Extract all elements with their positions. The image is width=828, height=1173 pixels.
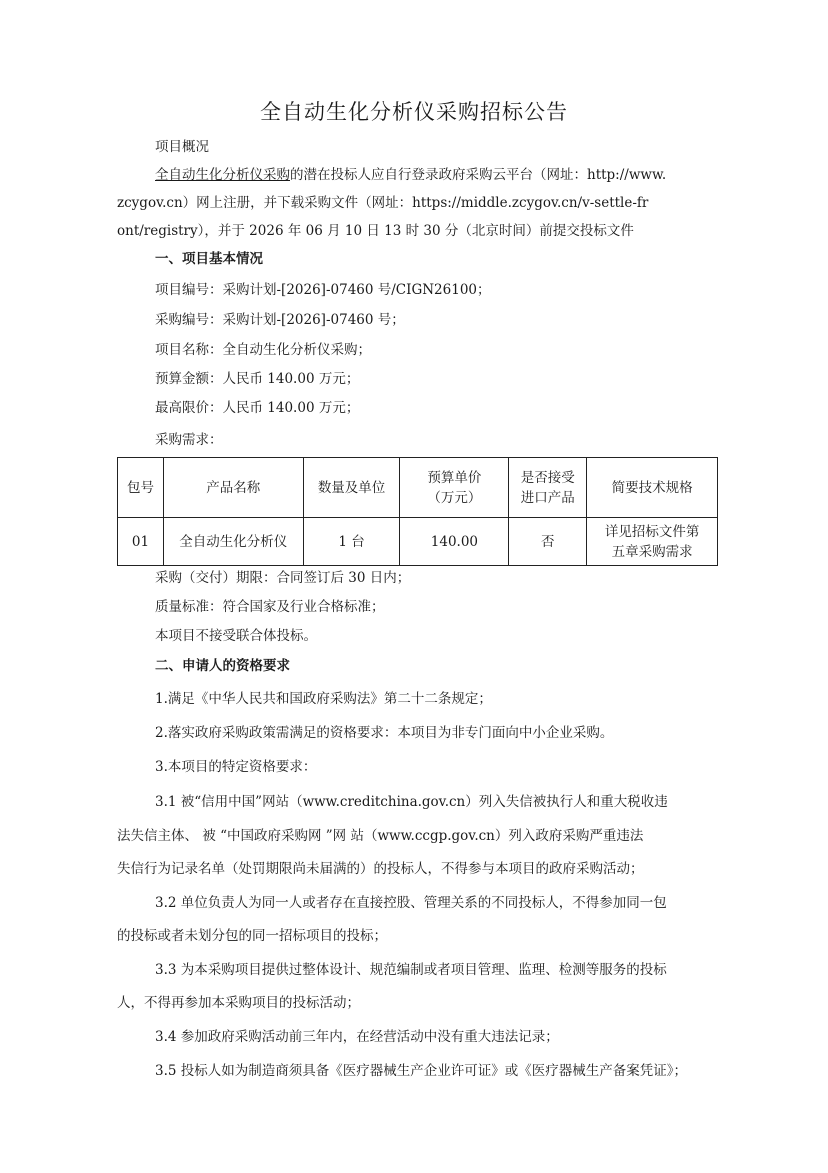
no-consortium: 本项目不接受联合体投标。: [155, 628, 317, 644]
intro-line-1: [155, 165, 666, 185]
header-import: [509, 458, 587, 518]
qualification-2: 2.落实政府采购政策需满足的资格要求：本项目为非专门面向中小企业采购。: [155, 725, 614, 741]
header-quantity: 数量及单位: [303, 458, 400, 518]
cell-product: 全自动生化分析仪: [163, 518, 303, 566]
project-name: 项目名称：全自动生化分析仪采购；: [155, 342, 371, 358]
procurement-number: 采购编号：采购计划-[2026]-07460 号；: [155, 312, 405, 328]
quality-standard: 质量标准：符合国家及行业合格标准；: [155, 599, 385, 615]
cell-import: 否: [509, 518, 587, 566]
header-budget-line-1: 预算单价: [427, 469, 482, 486]
page-title: 全自动生化分析仪采购招标公告: [260, 100, 568, 124]
budget-amount: 预算金额：人民币 140.00 万元；: [155, 371, 360, 387]
header-product: 产品名称: [163, 458, 303, 518]
header-spec: 简要技术规格: [587, 458, 718, 518]
qualification-3: 3.本项目的特定资格要求：: [155, 759, 317, 775]
cell-package: 01: [118, 518, 164, 566]
qualification-3-1-line-1: 3.1 被“信用中国”网站（www.creditchina.gov.cn）列入失信被执行人和重大税收违: [155, 794, 668, 810]
delivery-period: 采购（交付）期限：合同签订后 30 日内；: [155, 570, 411, 586]
header-budget-line-2: （万元）: [427, 489, 482, 506]
table-row: [118, 518, 718, 566]
header-package: 包号: [118, 458, 164, 518]
qualification-3-4: 3.4 参加政府采购活动前三年内，在经营活动中没有重大违法记录；: [155, 1029, 559, 1045]
qualification-3-2-line-1: 3.2 单位负责人为同一人或者存在直接控股、管理关系的不同投标人，不得参加同一包: [155, 895, 667, 911]
requirements-label: 采购需求：: [155, 432, 223, 448]
intro-line-3: ont/registry），并于 2026 年 06 月 10 日 13 时 30 分（北京时间）前提交投标文件: [117, 223, 634, 239]
requirements-table: [117, 457, 718, 566]
qualification-1: 1.满足《中华人民共和国政府采购法》第二十二条规定；: [155, 691, 492, 707]
max-price: 最高限价：人民币 140.00 万元；: [155, 400, 360, 416]
cell-quantity: 1 台: [303, 518, 400, 566]
qualification-3-2-line-2: 的投标或者未划分包的同一招标项目的投标；: [117, 928, 387, 944]
section2-heading: 二、申请人的资格要求: [155, 658, 290, 674]
table-header-row: [118, 458, 718, 518]
cell-budget: 140.00: [400, 518, 509, 566]
header-budget: [400, 458, 509, 518]
qualification-3-3-line-2: 人，不得再参加本采购项目的投标活动；: [117, 995, 360, 1011]
qualification-3-1-line-3: 失信行为记录名单（处罚期限尚未届满的）的投标人，不得参与本项目的政府采购活动；: [117, 861, 644, 877]
cell-spec: [587, 518, 718, 566]
header-import-line-2: 进口产品: [520, 489, 575, 506]
cell-spec-line-1: 详见招标文件第: [604, 523, 700, 540]
qualification-3-1-line-2: 法失信主体、 被 “中国政府采购网 ”网 站（www.ccgp.gov.cn）列入政府采购严重违法: [117, 828, 644, 844]
project-link[interactable]: 全自动生化分析仪采购: [155, 167, 290, 183]
overview-heading: 项目概况: [155, 139, 209, 155]
intro-line-2: zcygov.cn）网上注册，并下载采购文件（网址：https://middle.zcygov.cn/v-settle-fr: [117, 195, 649, 211]
qualification-3-3-line-1: 3.3 为本采购项目提供过整体设计、规范编制或者项目管理、监理、检测等服务的投标: [155, 962, 667, 978]
intro-line-1-rest: 的潜在投标人应自行登录政府采购云平台（网址：http://www.: [290, 167, 667, 183]
project-number: 项目编号：采购计划-[2026]-07460 号/CIGN26100；: [155, 282, 491, 298]
section1-heading: 一、项目基本情况: [155, 251, 263, 267]
qualification-3-5: 3.5 投标人如为制造商须具备《医疗器械生产企业许可证》或《医疗器械生产备案凭证》；: [155, 1063, 688, 1079]
cell-spec-line-2: 五章采购需求: [611, 543, 693, 560]
header-import-line-1: 是否接受: [520, 469, 575, 486]
